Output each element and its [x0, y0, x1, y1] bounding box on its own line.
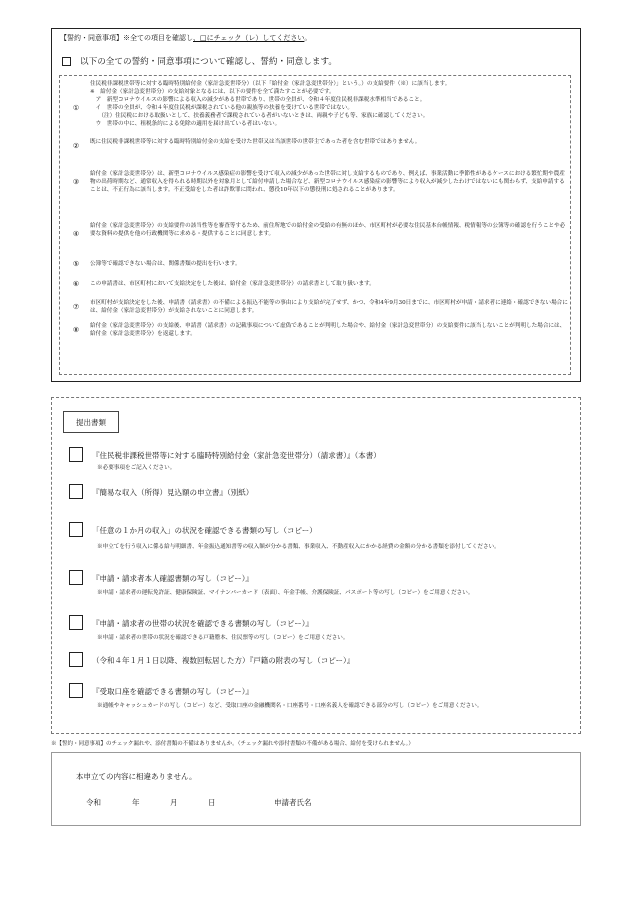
pledge-item-6	[62, 280, 568, 288]
document-title: 『申請・請求者の世帯の状況を確認できる書類の写し（コピー）』	[92, 619, 313, 628]
document-title: （令和４年１月１日以降、複数回転居した方）『戸籍の附表の写し（コピー）』	[92, 656, 355, 665]
document-checkbox-6[interactable]	[69, 652, 83, 667]
document-title: 『簡易な収入（所得）見込額の申立書』（別紙）	[92, 488, 254, 497]
applicant-name-label: 申請者氏名	[274, 798, 312, 807]
pledge-item-text: 給付金（家計急変世帯分）は、新型コロナウイルス感染症の影響を受けて収入の減少があった世帯に対し支給するものであり、例えば、事業活動に季節性があるケースにおける繁忙期や農産物の出荷時期など、通常収入を得られる時期以外を対象月として給付申請した場合など、新型コロナウイルス感染症の影響等により収入が減少したわけではないにも関わらず、支給申請することは、不正行為に該当します。不正受給をした者は詐欺罪に問われ、懲役10年以下の懲役刑に処されることがあります。	[90, 171, 565, 193]
pledge-item-number: ④	[72, 230, 80, 238]
pledge-item-3	[62, 170, 568, 194]
date-day-label: 日	[208, 798, 216, 807]
document-checkbox-5[interactable]	[69, 615, 83, 630]
pledge-header-underlined: 、□にチェック（レ）してください	[193, 34, 305, 42]
pledge-header-bracket: 【誓約・同意事項】	[60, 34, 123, 42]
pledge-section	[51, 28, 581, 382]
pledge-item-text: 給付金（家計急変世帯分）の支給要件の該当性等を審査等するため、前住所地での給付金の受給の有無のほか、市区町村が必要な住民基本台帳情報、税情報等の公簿等の確認を行うことや必要な資料の提供を他の行政機関等に求める・提供することに同意します。	[90, 223, 566, 237]
pledge-item-number: ①	[72, 104, 80, 112]
pledge-item-2	[62, 138, 568, 150]
pledge-item-8	[62, 322, 568, 338]
document-note: ※通帳やキャッシュカードの写し（コピー）など、受取口座の金融機関名・口座番号・口座名義人を確認できる部分の写し（コピー）をご用意ください。	[97, 703, 483, 709]
date-era-label: 令和	[86, 798, 101, 807]
pledge-header-end: 。	[304, 34, 312, 42]
pledge-item-text: 公簿等で確認できない場合は、関係書類の提出を行います。	[90, 261, 241, 267]
pledge-item-text: 住民税非課税世帯等に対する臨時特別給付金（家計急変世帯分）（以下「給付金（家計急変世帯分）」という。）の支給要件（※）に該当します。 ※ 給付金（家計急変世帯分）の支給対象となるには、以下の要件を全て満たすことが必要です。 ア 新型コロナウイルスの影響による収入の減少がある世帯であり、世帯の全員が、令和４年度住民税非課税水準相当であること。 イ 世帯の全員が、令和４年度住民税が課税されている他の親族等の扶養を受けている世帯ではない。 （注）住民税における取扱いとして、扶養義務者で課税されている者がいないときは、両親や子ども等、家族に確認してください。 ウ 世帯の中に、租税条約による免除の適用を届け出ている者はいない。	[90, 81, 451, 127]
document-note: ※申請・請求者の世帯の状況を確認できる戸籍謄本、住民票等の写し（コピー）をご用意ください。	[97, 635, 349, 641]
pledge-item-4	[62, 222, 568, 238]
pledge-item-number: ⑧	[72, 326, 80, 334]
document-note: ※必要事項をご記入ください。	[97, 465, 176, 471]
pledge-item-text: 給付金（家計急変世帯分）の支給後、申請書（請求書）の記載事項について虚偽であることが判明した場合や、給付金（家計急変世帯分）の支給要件に該当しないことが判明した場合には、給付金（家計急変世帯分）を返還します。	[90, 323, 566, 337]
pledge-item-number: ②	[72, 142, 80, 150]
document-checkbox-3[interactable]	[69, 522, 83, 537]
pledge-item-7	[62, 299, 568, 315]
document-note: ※申請・請求者の運転免許証、健康保険証、マイナンバーカード（表面）、年金手帳、介護保険証、パスポート等の写し（コピー）をご用意ください。	[97, 590, 474, 596]
pledge-item-number: ⑥	[72, 280, 80, 288]
declaration-text: 本申立ての内容に相違ありません。	[76, 772, 197, 781]
declaration-box	[51, 752, 581, 826]
documents-tag: 提出書類	[63, 411, 119, 433]
date-month-label: 月	[170, 798, 178, 807]
footer-note: ※【誓約・同意事項】のチェック漏れや、添付書類の不備はありませんか。（チェック漏れや添付書類の不備がある場合、給付を受けられません。）	[51, 741, 414, 747]
date-year-label: 年	[132, 798, 140, 807]
pledge-item-5	[62, 260, 568, 268]
pledge-items-box	[59, 75, 571, 375]
documents-section	[51, 397, 581, 734]
document-checkbox-1[interactable]	[69, 447, 83, 462]
pledge-item-number: ③	[72, 178, 80, 186]
document-title: 『受取口座を確認できる書類の写し（コピー）』	[92, 687, 253, 696]
pledge-item-number: ⑤	[72, 260, 80, 268]
pledge-item-text: 市区町村が支給決定をした後、申請書（請求書）の不備による振込不能等の事由により支給が完了せず、かつ、令和4年9月30日までに、市区町村が申請・請求者に連絡・確認できない場合には、給付金（家計急変世帯分）が支給されないことに同意します。	[90, 300, 568, 314]
document-checkbox-7[interactable]	[69, 683, 83, 698]
document-checkbox-4[interactable]	[69, 570, 83, 585]
pledge-header	[60, 33, 311, 43]
document-checkbox-2[interactable]	[69, 484, 83, 499]
pledge-item-number: ⑦	[72, 303, 80, 311]
document-title: 「任意の１か月の収入」の状況を確認できる書類の写し（コピー）	[92, 526, 317, 535]
pledge-main-checkbox-row[interactable]	[62, 55, 337, 67]
pledge-item-text: この申請書は、市区町村において支給決定をした後は、給付金（家計急変世帯分）の請求書として取り扱います。	[90, 281, 375, 287]
pledge-item-1	[62, 80, 568, 128]
document-title: 『住民税非課税世帯等に対する臨時特別給付金（家計急変世帯分）（請求書）』（本書）	[92, 451, 381, 460]
document-title: 『申請・請求者本人確認書類の写し（コピー）』	[92, 574, 253, 583]
pledge-main-checkbox[interactable]	[62, 57, 71, 66]
pledge-main-check-label: 以下の全ての誓約・同意事項について確認し、誓約・同意します。	[80, 57, 337, 67]
pledge-header-text: ※全ての項目を確認し	[123, 34, 193, 42]
document-note: ※申立てを行う収入に係る給与明細書、年金振込通知書等の収入額が分かる書類、事業収入、不動産収入にかかる経費の金額の分かる書類を添付してください。	[97, 544, 500, 550]
pledge-item-text: 既に住民税非課税世帯等に対する臨時特別給付金の支給を受けた世帯又は当該世帯の世帯主であった者を含む世帯ではありません。	[90, 139, 421, 145]
